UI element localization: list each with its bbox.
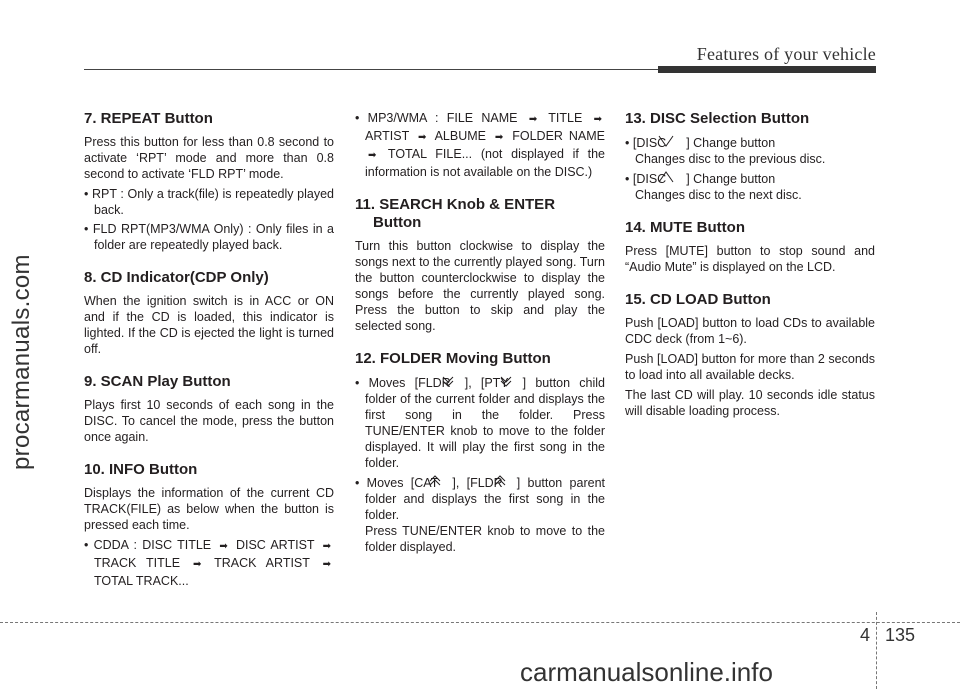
side-watermark: procarmanuals.com [8, 254, 35, 470]
section-10-list [84, 537, 334, 589]
section-7-text: Press this button for less than 0.8 second to activate ‘RPT’ mode and more than 0.8 second to activate ‘FLD RPT’ mode. [84, 135, 334, 181]
section-11-text: Turn this button clockwise to display the songs next to the currently played song. Turn the button counterclockwise to display the songs before the currently played song. Press the button to skip and play the selected song. [355, 239, 605, 333]
chevron-up-icon [666, 170, 686, 184]
list-item: • CDDA : DISC TITLE ➡ DISC ARTIST ➡ TRACK TITLE ➡ TRACK ARTIST ➡ TOTAL TRACK... [84, 537, 334, 589]
double-chevron-down-icon [509, 374, 523, 388]
list-item: • [DISC ] Change button Changes disc to the next disc. [625, 172, 802, 202]
arrow-right-icon: ➡ [368, 150, 377, 161]
section-14-text: Press [MUTE] button to stop sound and “Audio Mute” is displayed on the LCD. [625, 244, 875, 274]
list-item: • FLD RPT(MP3/WMA Only) : Only files in a folder are repeatedly played back. [84, 222, 334, 252]
footer-divider [876, 612, 877, 689]
column-2 [355, 110, 605, 559]
list-item: • [DISC ] Change button Changes disc to the previous disc. [625, 136, 826, 166]
list-item: • MP3/WMA : FILE NAME ➡ TITLE ➡ ARTIST ➡ ALBUME ➡ FOLDER NAME ➡ TOTAL FILE... (not displayed if the information is not available on the DISC.) [355, 111, 606, 179]
section-8-title: 8. CD Indicator(CDP Only) [84, 269, 269, 286]
section-10-title: 10. INFO Button [84, 461, 198, 478]
arrow-right-icon: ➡ [219, 541, 228, 552]
arrow-right-icon: ➡ [528, 114, 538, 125]
mp3-info-list [355, 110, 605, 180]
arrow-right-icon: ➡ [322, 541, 331, 552]
section-13-title: 13. DISC Selection Button [625, 110, 810, 127]
section-15-title: 15. CD LOAD Button [625, 291, 771, 308]
section-15-text-2: Push [LOAD] button for more than 2 seconds to load into all available decks. [625, 352, 875, 382]
page-number: 135 [885, 625, 916, 645]
list-item: • Moves [CAT ], [FLDR ] button parent folder and displays the first song in the folder. Press TUNE/ENTER knob to move to the folder displayed. [355, 476, 605, 554]
section-15-text-3: The last CD will play. 10 seconds idle status will disable loading process. [625, 388, 875, 418]
section-11-title-cont: Button [373, 214, 422, 231]
section-7-list [84, 186, 334, 253]
footer-rule [0, 622, 960, 623]
section-10-text: Displays the information of the current CD TRACK(FILE) as below when the button is pressed each time. [84, 486, 334, 532]
section-8-text: When the ignition switch is in ACC or ON and if the CD is loaded, this indicator is lighted. If the CD is ejected the light is turned off. [84, 294, 334, 356]
list-item: • Moves [FLDR ], [PTY ] button child folder of the current folder and displays the first song in the folder. Press TUNE/ENTER knob to move to the folder displayed. It will play the first song in the folder. [355, 376, 605, 470]
section-7-title: 7. REPEAT Button [84, 110, 213, 127]
chevron-down-icon [666, 134, 686, 148]
arrow-right-icon: ➡ [193, 559, 202, 570]
arrow-right-icon: ➡ [417, 132, 427, 143]
section-14-title: 14. MUTE Button [625, 219, 745, 236]
double-chevron-up-icon [503, 474, 517, 488]
section-12-list [355, 374, 605, 555]
header-accent-bar [658, 66, 876, 73]
list-item: • RPT : Only a track(file) is repeatedly played back. [84, 187, 334, 217]
column-1 [84, 110, 334, 593]
section-9-title: 9. SCAN Play Button [84, 373, 231, 390]
bottom-watermark: carmanualsonline.info [520, 657, 773, 687]
double-chevron-down-icon [451, 374, 465, 388]
section-12-title: 12. FOLDER Moving Button [355, 350, 551, 367]
arrow-right-icon: ➡ [322, 559, 331, 570]
column-3 [625, 110, 875, 423]
double-chevron-up-icon [438, 474, 452, 488]
arrow-right-icon: ➡ [494, 132, 504, 143]
section-15-text-1: Push [LOAD] button to load CDs to available CDC deck (from 1~6). [625, 316, 875, 346]
section-11-title: 11. SEARCH Knob & ENTER [355, 196, 556, 213]
section-13-list [625, 134, 875, 203]
page-header-title: Features of your vehicle [696, 44, 876, 64]
arrow-right-icon: ➡ [593, 114, 602, 125]
section-9-text: Plays first 10 seconds of each song in the DISC. To cancel the mode, press the button once again. [84, 398, 334, 444]
section-number: 4 [860, 625, 871, 645]
